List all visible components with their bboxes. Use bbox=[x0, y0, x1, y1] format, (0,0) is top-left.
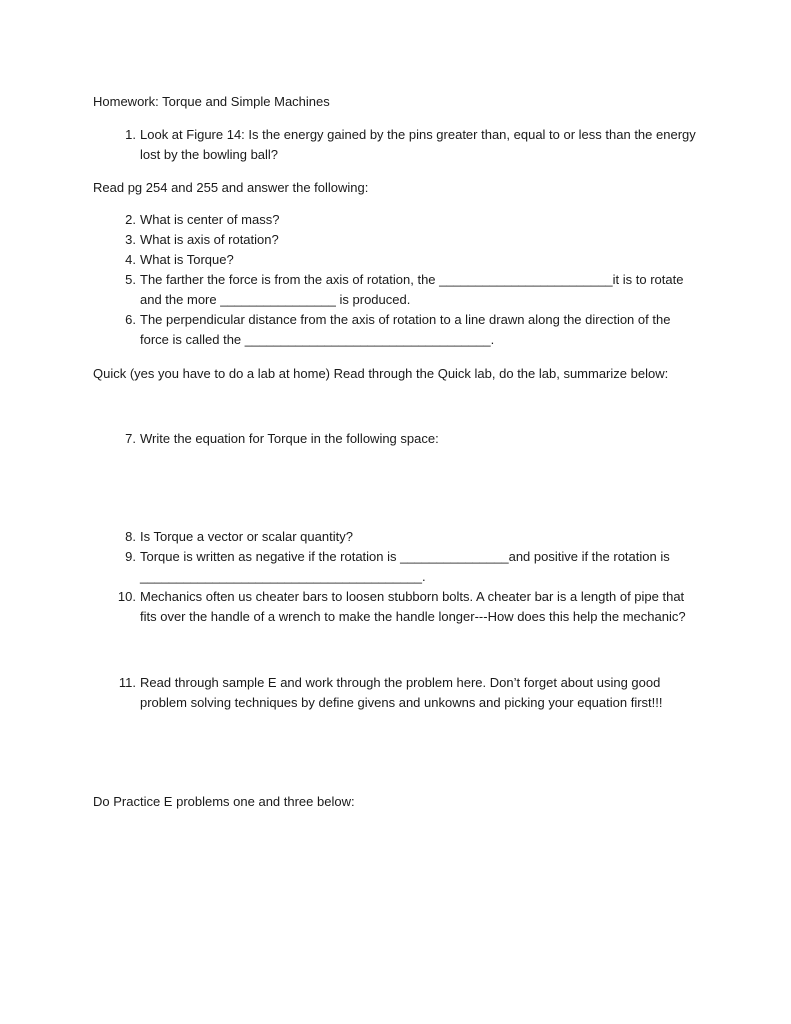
question-number: 10. bbox=[117, 589, 136, 604]
question-text: Look at Figure 14: Is the energy gained by the pins greater than, equal to or less than the energy lost by the bowling ball? bbox=[140, 127, 696, 162]
question-text: What is Torque? bbox=[140, 252, 234, 267]
question-text: Mechanics often us cheater bars to loosen stubborn bolts. A cheater bar is a length of pipe that fits over the handle of a wrench to make the handle longer---How does this help the mechanic? bbox=[140, 589, 686, 624]
question-text: The farther the force is from the axis of rotation, the ________________________it is to rotate and the more ________________ is produced. bbox=[140, 272, 684, 307]
question-text: Is Torque a vector or scalar quantity? bbox=[140, 529, 353, 544]
question-number: 11. bbox=[118, 675, 136, 690]
question-text: Write the equation for Torque in the following space: bbox=[140, 431, 439, 446]
question-number: 3. bbox=[125, 232, 136, 247]
question-number: 7. bbox=[125, 431, 136, 446]
question-text: Torque is written as negative if the rotation is _______________and positive if the rotation is _______________________________________. bbox=[140, 549, 670, 584]
worksheet-title: Homework: Torque and Simple Machines bbox=[93, 94, 330, 109]
question-number: 2. bbox=[125, 212, 136, 227]
question-text: The perpendicular distance from the axis of rotation to a line drawn along the direction of the force is called the __________________________________. bbox=[140, 312, 671, 347]
question-number: 1. bbox=[125, 127, 136, 142]
question-number: 6. bbox=[125, 312, 136, 327]
question-number: 4. bbox=[125, 252, 136, 267]
question-number: 9. bbox=[125, 549, 136, 564]
quick-lab-instruction: Quick (yes you have to do a lab at home) Read through the Quick lab, do the lab, summarize below: bbox=[93, 366, 669, 381]
read-instruction: Read pg 254 and 255 and answer the following: bbox=[93, 180, 369, 195]
practice-instruction: Do Practice E problems one and three below: bbox=[93, 794, 355, 809]
question-text: Read through sample E and work through the problem here. Don’t forget about using good problem solving techniques by define givens and unkowns and picking your equation first!!! bbox=[140, 675, 663, 710]
question-text: What is center of mass? bbox=[140, 212, 280, 227]
question-number: 8. bbox=[125, 529, 136, 544]
question-number: 5. bbox=[125, 272, 136, 287]
question-text: What is axis of rotation? bbox=[140, 232, 279, 247]
